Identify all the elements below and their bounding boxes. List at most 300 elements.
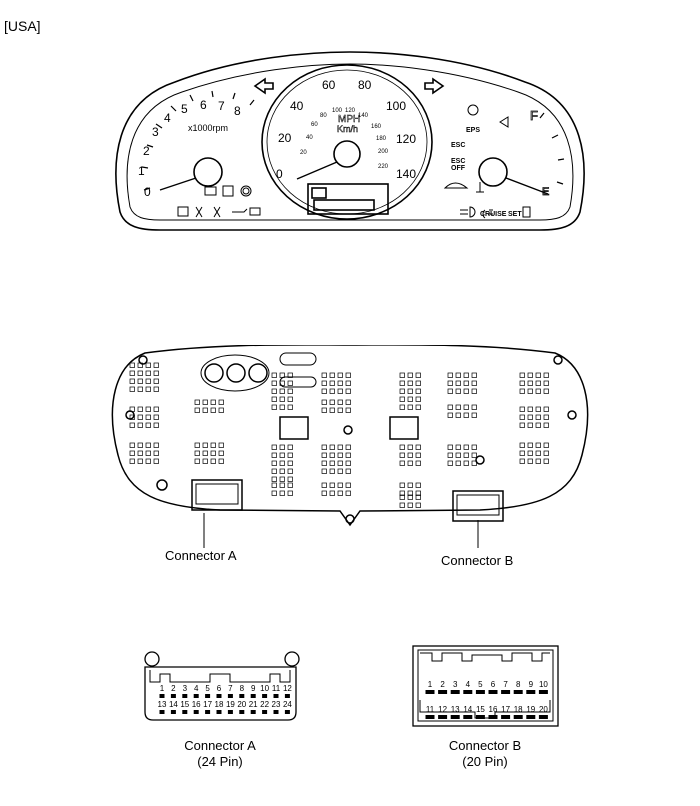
vent-hole	[280, 491, 285, 496]
vent-hole	[416, 483, 421, 488]
seatbelt-icon	[178, 207, 188, 216]
connector-b-pin-label: 15	[475, 705, 485, 714]
connector-a-pin-label: 5	[205, 684, 210, 693]
connector-b-pin-label: 19	[526, 705, 536, 714]
connector-a-pin-terminal	[160, 710, 165, 714]
vent-hole	[346, 389, 351, 394]
airbag-icon	[223, 186, 233, 196]
connector-b-pin-terminal	[489, 690, 498, 694]
connector-a-pin-label: 18	[214, 700, 224, 709]
connector-a-pin-label: 6	[216, 684, 222, 693]
vent-hole	[154, 379, 159, 384]
connector-a-pin-terminal	[251, 694, 256, 698]
connector-b-pin-terminal	[539, 715, 548, 719]
connector-a-pin-terminal	[205, 710, 210, 714]
kmh-label-140: 140	[358, 113, 369, 119]
fuel-empty-label: E	[542, 186, 550, 198]
vent-hole	[322, 400, 327, 405]
connector-b-pin-label: 9	[528, 680, 534, 689]
vent-hole	[322, 491, 327, 496]
vent-hole	[330, 491, 335, 496]
vent-hole	[472, 405, 477, 410]
vent-hole	[520, 407, 525, 412]
mph-label-140: 140	[396, 167, 417, 181]
region-label: [USA]	[4, 18, 41, 34]
connector-b-pin-terminal	[463, 690, 472, 694]
connector-a-pin-label: 21	[248, 700, 258, 709]
connector-a-pin-label: 20	[237, 700, 247, 709]
vent-hole	[338, 381, 343, 386]
vent-hole	[544, 443, 549, 448]
connector-b-pin-count: (20 Pin)	[462, 754, 508, 769]
vent-hole	[464, 413, 469, 418]
vent-hole	[272, 389, 277, 394]
vent-hole	[408, 381, 413, 386]
vent-hole	[338, 461, 343, 466]
kmh-label-180: 180	[376, 136, 387, 142]
connector-b-pin-label: 10	[538, 680, 548, 689]
vent-hole	[536, 381, 541, 386]
vent-hole	[528, 415, 533, 420]
headlight-icon	[460, 207, 475, 217]
vent-hole	[330, 389, 335, 394]
vent-hole	[338, 389, 343, 394]
connector-a-pin-label: 13	[157, 700, 167, 709]
vent-hole	[138, 407, 143, 412]
vent-hole	[288, 381, 293, 386]
connector-b-body	[413, 646, 558, 726]
vent-hole	[472, 445, 477, 450]
vent-hole	[138, 415, 143, 420]
connector-a-title: Connector A	[184, 738, 256, 753]
connector-b-pin-label: 4	[465, 680, 471, 689]
vent-hole	[464, 445, 469, 450]
speedo-needle	[297, 162, 337, 179]
mph-label-120: 120	[396, 132, 417, 146]
vent-hole	[408, 453, 413, 458]
vent-hole	[330, 400, 335, 405]
vent-hole	[280, 389, 285, 394]
vent-hole	[448, 389, 453, 394]
set-indicator: SET	[508, 211, 522, 218]
connector-b-pin-label: 5	[478, 680, 483, 689]
vent-hole	[154, 459, 159, 464]
vent-hole	[544, 459, 549, 464]
vent-hole	[520, 459, 525, 464]
vent-hole	[272, 381, 277, 386]
vent-hole	[400, 503, 405, 508]
vent-hole	[544, 423, 549, 428]
turn-right-icon	[425, 79, 443, 93]
vent-hole	[280, 453, 285, 458]
tach-label-5: 5	[181, 102, 188, 116]
connector-a-pin-terminal	[194, 694, 199, 698]
vent-hole	[322, 408, 327, 413]
vent-hole	[472, 453, 477, 458]
connector-a-pin-terminal	[182, 710, 187, 714]
vent-hole	[322, 445, 327, 450]
vent-hole	[154, 423, 159, 428]
vent-hole	[154, 451, 159, 456]
vent-hole	[416, 503, 421, 508]
bulb-socket-1	[205, 364, 223, 382]
vent-hole	[130, 387, 135, 392]
vent-hole	[280, 483, 285, 488]
vent-hole	[338, 445, 343, 450]
trunk-icon	[445, 183, 467, 188]
tach-label-6: 6	[200, 98, 207, 112]
vent-hole	[346, 381, 351, 386]
connector-a-pin-terminal	[205, 694, 210, 698]
vent-hole	[288, 461, 293, 466]
connector-a-pin-label: 12	[282, 684, 292, 693]
vent-hole	[138, 379, 143, 384]
vent-hole	[456, 381, 461, 386]
callout-leaders	[195, 520, 495, 550]
esc-off-indicator-top: ESC	[451, 158, 466, 165]
cluster-back-diagram	[100, 345, 600, 535]
vent-hole	[464, 381, 469, 386]
kmh-label-220: 220	[378, 164, 389, 170]
vent-hole	[280, 445, 285, 450]
vent-hole	[544, 373, 549, 378]
vent-hole	[130, 371, 135, 376]
vent-hole	[536, 373, 541, 378]
vent-hole	[130, 363, 135, 368]
connector-b-pin-terminal	[514, 715, 523, 719]
vent-hole	[211, 443, 216, 448]
connector-b-pin-terminal	[501, 715, 510, 719]
vent-hole	[138, 451, 143, 456]
vent-hole	[146, 423, 151, 428]
vent-hole	[408, 397, 413, 402]
kmh-label-80: 80	[320, 113, 327, 119]
vent-hole	[338, 373, 343, 378]
vent-hole	[330, 461, 335, 466]
tach-label-0: 0	[144, 185, 151, 199]
mount-slot-right	[390, 417, 418, 439]
connector-a-pin-terminal	[217, 710, 222, 714]
connector-a-pin-terminal	[228, 710, 233, 714]
vent-hole	[544, 451, 549, 456]
vent-hole	[211, 408, 216, 413]
vent-hole	[219, 443, 224, 448]
vent-hole	[280, 469, 285, 474]
connector-a-diagram	[135, 645, 305, 725]
vent-hole	[322, 373, 327, 378]
vent-hole	[338, 491, 343, 496]
vent-hole	[544, 407, 549, 412]
connector-a-pin-terminal	[228, 694, 233, 698]
connector-b-pin-terminal	[451, 715, 460, 719]
vent-hole	[130, 451, 135, 456]
connector-b-pin-label: 2	[440, 680, 445, 689]
vent-hole	[138, 443, 143, 448]
vent-hole	[464, 453, 469, 458]
vent-hole	[146, 407, 151, 412]
kmh-label-40: 40	[306, 135, 313, 141]
vent-hole	[520, 451, 525, 456]
vent-hole	[416, 397, 421, 402]
vent-hole	[288, 483, 293, 488]
vent-hole	[288, 491, 293, 496]
connector-a-pin-label: 3	[182, 684, 188, 693]
connector-b-pin-label: 8	[515, 680, 521, 689]
connector-a-pin-terminal	[285, 694, 290, 698]
vent-hole	[400, 389, 405, 394]
battery-icon	[205, 187, 216, 195]
connector-a-pin-terminal	[262, 694, 267, 698]
vent-hole	[456, 413, 461, 418]
low-washer-icon	[468, 105, 478, 115]
vent-hole	[520, 381, 525, 386]
vent-hole	[146, 415, 151, 420]
vent-hole	[195, 443, 200, 448]
vent-hole	[130, 379, 135, 384]
vent-hole	[338, 453, 343, 458]
vent-hole	[338, 408, 343, 413]
vent-hole	[272, 397, 277, 402]
vent-hole	[346, 469, 351, 474]
mph-label-0: 0	[276, 167, 283, 181]
connector-a-callout: Connector A	[165, 548, 237, 563]
vent-hole	[416, 461, 421, 466]
vent-hole	[448, 405, 453, 410]
vent-hole	[146, 451, 151, 456]
vent-hole	[400, 373, 405, 378]
vent-hole	[130, 443, 135, 448]
vent-hole	[322, 469, 327, 474]
vent-hole	[520, 389, 525, 394]
vent-hole	[146, 363, 151, 368]
vent-hole	[322, 461, 327, 466]
vent-hole	[528, 459, 533, 464]
connector-a-pin-label: 7	[228, 684, 233, 693]
vent-hole	[272, 491, 277, 496]
vent-hole	[448, 381, 453, 386]
vent-hole	[195, 459, 200, 464]
vent-hole	[138, 387, 143, 392]
connector-a-pin-label: 9	[250, 684, 256, 693]
connector-b-pin-label: 12	[438, 705, 448, 714]
vent-hole	[288, 477, 293, 482]
vent-hole	[330, 381, 335, 386]
vent-hole	[416, 389, 421, 394]
vent-hole	[203, 408, 208, 413]
vent-hole	[280, 397, 285, 402]
right-gauge-hub	[479, 158, 507, 186]
connector-a-pin-label: 23	[271, 700, 281, 709]
vent-hole	[280, 477, 285, 482]
kmh-label-120: 120	[345, 108, 356, 114]
tach-label-3: 3	[152, 125, 159, 139]
connector-b-pin-terminal	[476, 715, 485, 719]
esc-off-indicator-bottom: OFF	[451, 165, 465, 172]
vent-hole	[203, 443, 208, 448]
connector-a-pin-terminal	[251, 710, 256, 714]
vent-hole	[536, 389, 541, 394]
connector-a-pin-label: 2	[171, 684, 176, 693]
vent-hole	[272, 453, 277, 458]
fuel-pump-icon	[523, 207, 530, 217]
connector-a-pin-terminal	[217, 694, 222, 698]
connector-a-pin-label: 16	[191, 700, 201, 709]
vent-hole	[280, 405, 285, 410]
vent-hole	[464, 389, 469, 394]
vent-hole	[464, 461, 469, 466]
vent-hole	[288, 397, 293, 402]
connector-a-pin-terminal	[160, 694, 165, 698]
back-plate-outline	[112, 345, 587, 525]
vent-hole	[544, 381, 549, 386]
connector-b-callout: Connector B	[441, 553, 514, 568]
vent-hole	[416, 445, 421, 450]
connector-b-pin-label: 18	[513, 705, 523, 714]
connector-a-pin-terminal	[182, 694, 187, 698]
vent-hole	[272, 461, 277, 466]
connector-b-pin-terminal	[526, 715, 535, 719]
connector-b-pin-terminal	[463, 715, 472, 719]
oil-icon	[232, 209, 247, 212]
vent-hole	[472, 413, 477, 418]
vent-hole	[528, 443, 533, 448]
vent-hole	[219, 400, 224, 405]
connector-a-pin-label: 15	[180, 700, 190, 709]
connector-b-pin-label: 6	[490, 680, 496, 689]
vent-hole	[330, 453, 335, 458]
vent-hole	[408, 405, 413, 410]
vent-hole	[520, 423, 525, 428]
connector-b-pin-label: 13	[450, 705, 460, 714]
connector-b-pin-label: 1	[427, 680, 433, 689]
connector-b-pin-label: 17	[501, 705, 511, 714]
speedo-unit-kmh: Km/h	[337, 124, 359, 134]
vent-hole	[528, 373, 533, 378]
connector-a-pin-terminal	[285, 710, 290, 714]
vent-hole	[456, 389, 461, 394]
tach-label-2: 2	[143, 144, 150, 158]
vent-hole	[528, 407, 533, 412]
cruise-indicator: CRUISE	[480, 211, 507, 218]
vent-hole	[536, 423, 541, 428]
vent-hole	[408, 445, 413, 450]
kmh-label-20: 20	[300, 150, 307, 156]
vent-hole	[219, 459, 224, 464]
vent-hole	[280, 461, 285, 466]
vent-hole	[338, 469, 343, 474]
vent-hole	[416, 373, 421, 378]
connector-b-pin-terminal	[526, 690, 535, 694]
connector-b-pin-label: 7	[503, 680, 508, 689]
vent-hole	[464, 373, 469, 378]
vent-hole	[536, 451, 541, 456]
vent-hole	[195, 451, 200, 456]
vent-hole	[346, 445, 351, 450]
vent-hole	[448, 461, 453, 466]
vent-hole	[400, 461, 405, 466]
connector-b-pin-terminal	[476, 690, 485, 694]
vent-hole	[408, 461, 413, 466]
vent-hole	[146, 443, 151, 448]
vent-hole	[195, 400, 200, 405]
connector-b-pin-terminal	[489, 715, 498, 719]
vent-hole	[146, 387, 151, 392]
vent-hole	[138, 423, 143, 428]
connector-a-pin-terminal	[239, 694, 244, 698]
vent-hole	[322, 453, 327, 458]
vent-hole	[211, 459, 216, 464]
kmh-label-160: 160	[371, 124, 382, 130]
vent-hole	[408, 483, 413, 488]
vent-hole	[408, 373, 413, 378]
bulb-socket-2	[227, 364, 245, 382]
vent-hole	[536, 407, 541, 412]
vent-hole	[528, 389, 533, 394]
bulb-socket-3	[249, 364, 267, 382]
vent-hole	[346, 408, 351, 413]
vent-hole	[456, 373, 461, 378]
vent-hole	[330, 469, 335, 474]
vent-hole	[456, 405, 461, 410]
vent-hole	[219, 451, 224, 456]
connector-a-pin-label: 4	[193, 684, 199, 693]
vent-hole	[346, 491, 351, 496]
connector-a-pin-terminal	[274, 694, 279, 698]
connector-b-pin-terminal	[501, 690, 510, 694]
connector-b-pin-label: 16	[488, 705, 498, 714]
vent-hole	[288, 445, 293, 450]
tach-needle	[160, 178, 196, 190]
fuel-door-icon	[500, 117, 508, 127]
vent-hole	[536, 443, 541, 448]
connector-b-pin-terminal	[438, 715, 447, 719]
connector-b-pin-label: 20	[538, 705, 548, 714]
speedo-hub	[334, 141, 360, 167]
connector-a-pin-terminal	[171, 710, 176, 714]
vent-hole	[416, 381, 421, 386]
vent-hole-grid	[130, 363, 549, 508]
vent-hole	[154, 443, 159, 448]
vent-hole	[130, 459, 135, 464]
vent-hole	[346, 483, 351, 488]
vent-hole	[322, 389, 327, 394]
vent-hole	[288, 389, 293, 394]
vent-hole	[456, 445, 461, 450]
vent-hole	[154, 363, 159, 368]
vent-hole	[322, 483, 327, 488]
vent-hole	[346, 453, 351, 458]
tpms-icon	[214, 207, 220, 217]
connector-b-pin-terminal	[438, 690, 447, 694]
connector-a-pin-label: 1	[159, 684, 165, 693]
door-icon	[196, 207, 202, 217]
vent-hole	[146, 371, 151, 376]
connector-b-pin-label: 3	[452, 680, 458, 689]
vent-hole	[472, 373, 477, 378]
vent-hole	[272, 373, 277, 378]
connector-a-pin-label: 24	[282, 700, 292, 709]
vent-hole	[536, 459, 541, 464]
mount-slot-left	[280, 417, 308, 439]
kmh-label-100: 100	[332, 108, 343, 114]
eps-indicator: EPS	[466, 127, 481, 134]
connector-b-pin-label: 14	[463, 705, 473, 714]
vent-hole	[130, 423, 135, 428]
connector-b-pin-label: 11	[425, 705, 435, 714]
vent-hole	[322, 381, 327, 386]
speedo-unit-mph: MPH	[338, 114, 361, 125]
vent-hole	[138, 371, 143, 376]
